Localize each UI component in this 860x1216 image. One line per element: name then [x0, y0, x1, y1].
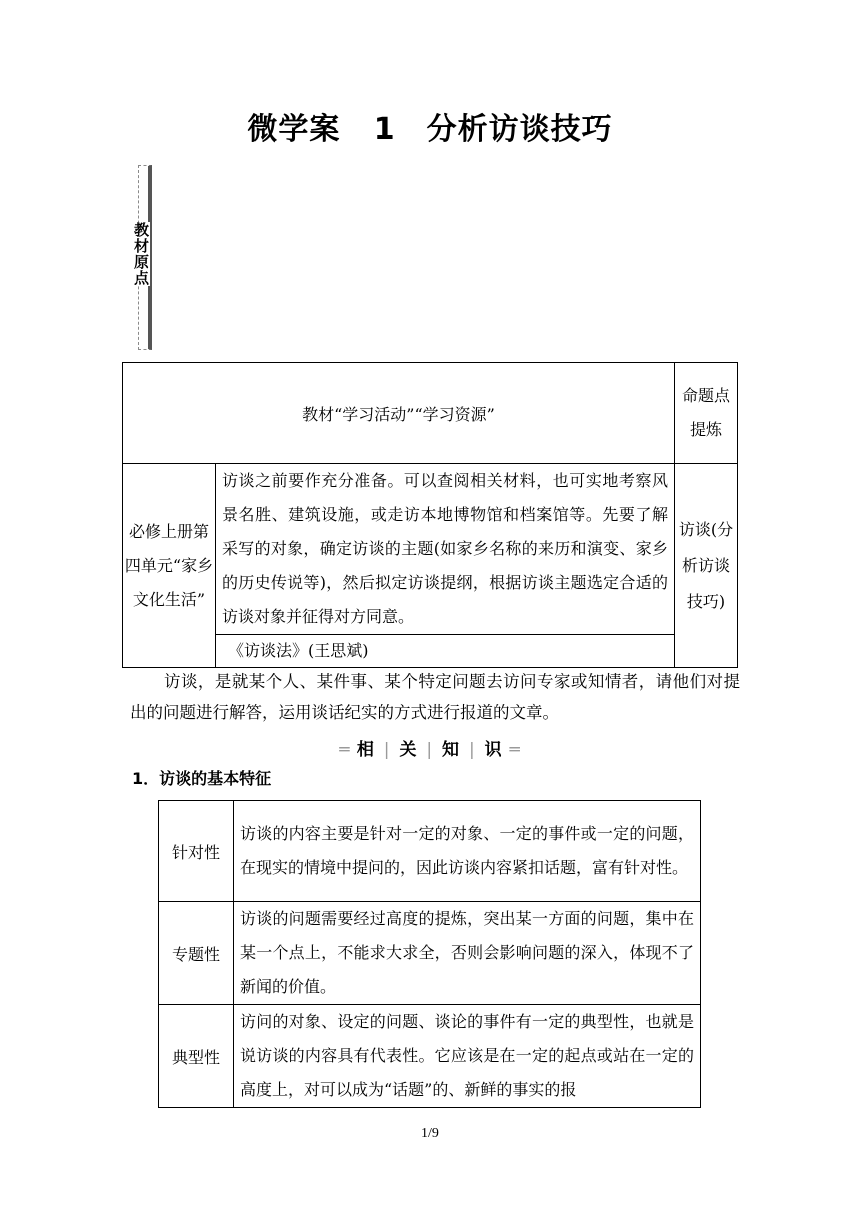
feature-desc: 访问的对象、设定的问题、谈论的事件有一定的典型性，也就是说访谈的内容具有代表性。它应该是在一定的起点或站在一定的高度上，对可以成为“话题”的、新鲜的事实的报 [234, 1005, 701, 1108]
source-unit: 必修上册第四单元“家乡文化生活” [123, 464, 216, 668]
divider-separator: | [383, 740, 391, 760]
divider-deco-right: ═ [509, 740, 521, 760]
page-title: 微学案 1 分析访谈技巧 [247, 112, 613, 147]
source-table-header: 教材“学习活动”“学习资源” [123, 363, 675, 464]
divider-word: 知 [442, 740, 461, 760]
intro-paragraph: 访谈，是就某个人、某件事、某个特定问题去访问专家或知情者，请他们对提出的问题进行解答，运用谈话纪实的方式进行报道的文章。 [130, 672, 740, 722]
feature-name: 典型性 [159, 1005, 234, 1108]
features-table [158, 800, 701, 1108]
page-number: 1/9 [421, 1126, 439, 1141]
source-table-side-header: 命题点提炼 [675, 363, 738, 464]
divider-separator: | [468, 740, 476, 760]
source-reference: 《访谈法》(王思斌) [216, 635, 675, 668]
divider-separator: | [426, 740, 434, 760]
feature-desc: 访谈的问题需要经过高度的提炼，突出某一方面的问题，集中在某一个点上，不能求大求全，否则会影响问题的深入，体现不了新闻的价值。 [234, 902, 701, 1005]
source-table [122, 362, 738, 668]
table-row [159, 902, 701, 1005]
divider-word: 相 [356, 740, 375, 760]
source-content: 访谈之前要作充分准备。可以查阅相关材料，也可实地考察风景名胜、建筑设施，或走访本地博物馆和档案馆等。先要了解采写的对象，确定访谈的主题(如家乡名称的来历和演变、家乡的历史传说等)，然后拟定访谈提纲，根据访谈主题选定合适的访谈对象并征得对方同意。 [216, 464, 675, 635]
divider-deco-left: ═ [339, 740, 357, 760]
divider-word: 识 [484, 740, 503, 760]
table-row [159, 1005, 701, 1108]
source-tag: 访谈(分析访谈技巧) [675, 464, 738, 668]
table-row [159, 801, 701, 902]
section-divider [0, 735, 860, 760]
sidebar-tag-label: 教材原点 [128, 222, 150, 286]
section-heading: 1．访谈的基本特征 [132, 769, 272, 788]
feature-name: 针对性 [159, 801, 234, 902]
feature-desc: 访谈的内容主要是针对一定的对象、一定的事件或一定的问题，在现实的情境中提问的，因此访谈内容紧扣话题，富有针对性。 [234, 801, 701, 902]
divider-word: 关 [399, 740, 418, 760]
feature-name: 专题性 [159, 902, 234, 1005]
